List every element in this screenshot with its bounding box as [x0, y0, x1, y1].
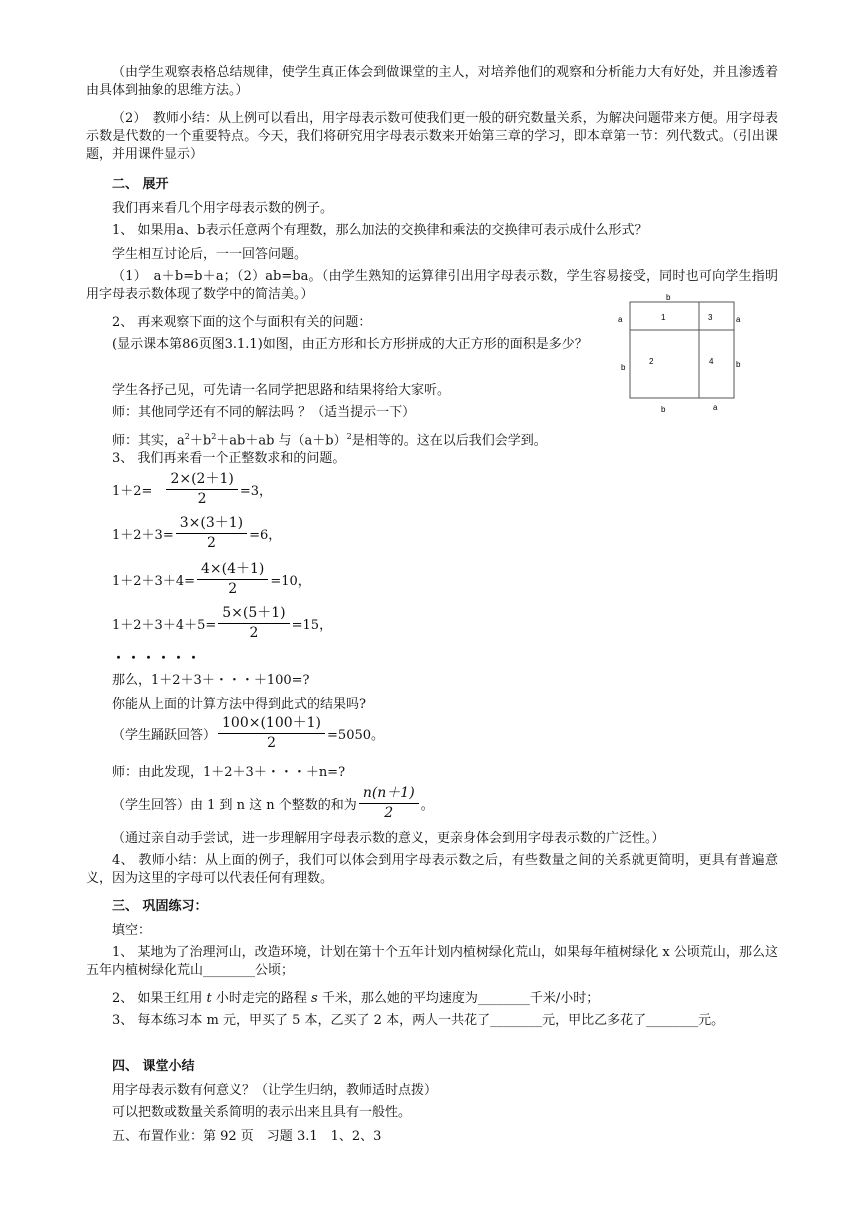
answer-n-suffix: 。: [420, 798, 434, 813]
paragraph-then: 那么，1＋2＋3＋・・・＋100=?: [112, 673, 310, 688]
fraction-numerator: 100×(100＋1): [218, 714, 325, 734]
sum-lhs: 1＋2＋3＋4＋5=: [112, 618, 217, 633]
superscript-2: 2: [184, 432, 190, 441]
sum-fraction: [218, 604, 289, 643]
exercise-2-part-3: 千米，那么她的平均速度为________千米/小时；: [317, 991, 600, 1006]
paragraph-teacher-summary: （2） 教师小结：从上例可以看出，用字母表示数可使我们更一般的研究数量关系，为解决问题带来方便。用字母表示数是代数的一个重要特点。今天，我们将研究用字母表示数来开始第三章的学习，即本章第一节：列代数式。（引出课题，并用课件显示）: [86, 111, 778, 162]
cell-label-1: 1: [661, 313, 666, 322]
label-right-b: b: [736, 360, 741, 369]
sum-row: [112, 514, 281, 553]
fraction-denominator: 2: [384, 805, 394, 821]
outer-square: [630, 302, 734, 398]
sum-lhs: 1＋2＋3＋4=: [112, 574, 195, 589]
paragraph-through: （通过亲自动手尝试，进一步理解用字母表示数的意义，更亲身体会到用字母表示数的广泛性。）: [112, 831, 665, 846]
sum-rhs: =3，: [239, 484, 272, 499]
fraction-numerator: 2×(2＋1): [166, 470, 237, 490]
paragraph-discuss: 学生相互讨论后，一一回答问题。: [112, 247, 308, 262]
cell-label-2: 2: [649, 357, 654, 366]
variable-s: s: [311, 991, 318, 1006]
fraction-denominator: 2: [249, 625, 259, 641]
question-2-description: (显示课本第86页图3.1.1)如图，由正方形和长方形拼成的大正方形的面积是多少？: [112, 337, 588, 352]
exercise-2: [112, 990, 599, 1008]
label-bottom-a: a: [713, 403, 718, 412]
label-left-a: a: [618, 315, 623, 324]
paragraph-meaning: 用字母表示数有何意义？（让学生归纳，教师适时点拨）: [112, 1083, 438, 1098]
paragraph-teacher-answer: [112, 428, 547, 450]
teacher-answer-part-1: 师：其实，a: [112, 433, 185, 449]
fraction-denominator: 2: [197, 491, 207, 507]
paragraph-observation: （由学生观察表格总结规律，使学生真正体会到做课堂的主人，对培养他们的观察和分析能力大有好处，并且渗透着由具体到抽象的思维方法。）: [86, 65, 778, 98]
paragraph-can: 你能从上面的计算方法中得到此式的结果吗?: [112, 697, 366, 712]
teacher-answer-part-2: ＋b: [189, 433, 212, 449]
answer-n-prefix: （学生回答）由 1 到 n 这 n 个整数的和为: [112, 798, 357, 813]
label-right-a: a: [736, 315, 741, 324]
exercise-1: 1、 某地为了治理河山，改造环境，计划在第十个五年计划内植树绿化荒山，如果每年植树绿化 x 公顷荒山，那么这五年内植树绿化荒山________公顷；: [86, 945, 778, 978]
superscript-2: 2: [211, 432, 217, 441]
sum-fraction: [197, 560, 268, 599]
section-2-title: 二、 展开: [112, 177, 169, 192]
label-left-b: b: [621, 363, 626, 372]
question-3: 3、 我们再来看一个正整数求和的问题。: [112, 451, 346, 466]
sum-rhs: =15，: [291, 618, 333, 633]
sum-row: [112, 560, 311, 599]
paragraph-homework: 五、布置作业：第 92 页 习题 3.1 1、2、3: [112, 1129, 382, 1144]
sum-fraction: [166, 470, 237, 509]
answer-n-row: [112, 784, 434, 823]
teacher-answer-part-4: 是相等的。这在以后我们会学到。: [351, 433, 547, 449]
area-figure: [612, 292, 752, 420]
fill-label: 填空：: [112, 923, 152, 938]
paragraph-student: 学生各抒己见，可先请一名同学把思路和结果将给大家听。: [112, 383, 451, 398]
fraction-denominator: 2: [206, 535, 216, 551]
variable-t: t: [206, 991, 212, 1006]
paragraph-examples: 我们再来看几个用字母表示数的例子。: [112, 201, 334, 216]
sum-row: [112, 470, 272, 509]
sum-fraction: [176, 514, 247, 553]
fraction-denominator: 2: [267, 735, 276, 751]
answer-100-fraction: [218, 714, 325, 753]
section-3-title: 三、 巩固练习：: [112, 899, 208, 914]
fraction-numerator: 3×(3＋1): [176, 514, 247, 534]
section-4-title: 四、 课堂小结: [112, 1059, 195, 1074]
fraction-denominator: 2: [228, 581, 238, 597]
teacher-answer-part-3: ＋ab＋ab 与（a＋b）: [216, 433, 347, 449]
exercise-2-part-2: 小时走完的路程: [211, 991, 312, 1006]
label-bottom-b: b: [661, 405, 666, 414]
question-1: 1、 如果用a、b表示任意两个有理数，那么加法的交换律和乘法的交换律可表示成什么形式？: [112, 223, 648, 238]
answer-100-row: [112, 714, 384, 753]
cell-label-3: 3: [708, 313, 713, 322]
paragraph-teacher-question: 师：其他同学还有不同的解法吗 ？（适当提示一下）: [112, 405, 416, 420]
answer-1: （1） a＋b=b＋a；（2）ab=ba。（由学生熟知的运算律引出用字母表示数，学生容易接受，同时也可向学生指明用字母表示数体现了数学中的简洁美。）: [86, 269, 778, 302]
answer-n-fraction: [359, 784, 419, 823]
fraction-numerator: n(n＋1): [359, 784, 419, 804]
paragraph-summary-4: 4、 教师小结：从上面的例子，我们可以体会到用字母表示数之后，有些数量之间的关系就更简明，更具有普遍意义，因为这里的字母可以代表任何有理数。: [86, 853, 778, 886]
ellipsis-dots: ・・・・・・: [112, 651, 203, 666]
answer-100-prefix: （学生踊跃回答）: [112, 728, 217, 743]
sum-lhs: 1＋2＋3=: [112, 528, 174, 543]
fraction-numerator: 5×(5＋1): [218, 604, 289, 624]
question-2: 2、 再来观察下面的这个与面积有关的问题：: [112, 315, 372, 330]
fraction-numerator: 4×(4＋1): [197, 560, 268, 580]
sum-rhs: =10，: [270, 574, 311, 589]
answer-100-result: =5050。: [327, 728, 385, 743]
paragraph-simple: 可以把数或数量关系简明的表示出来且具有一般性。: [112, 1105, 412, 1120]
exercise-2-part-1: 2、 如果王红用: [112, 991, 207, 1006]
paragraph-find: 师：由此发现，1＋2＋3＋・・・＋n=?: [112, 765, 346, 780]
cell-label-4: 4: [709, 357, 714, 366]
sum-row: [112, 604, 332, 643]
exercise-3: 3、 每本练习本 m 元，甲买了 5 本，乙买了 2 本，两人一共花了________元，甲比乙多花了________元。: [112, 1013, 725, 1028]
label-top-b: b: [666, 293, 671, 302]
superscript-2: 2: [346, 432, 352, 441]
sum-lhs: 1＋2=: [112, 484, 153, 499]
sum-rhs: =6，: [249, 528, 282, 543]
